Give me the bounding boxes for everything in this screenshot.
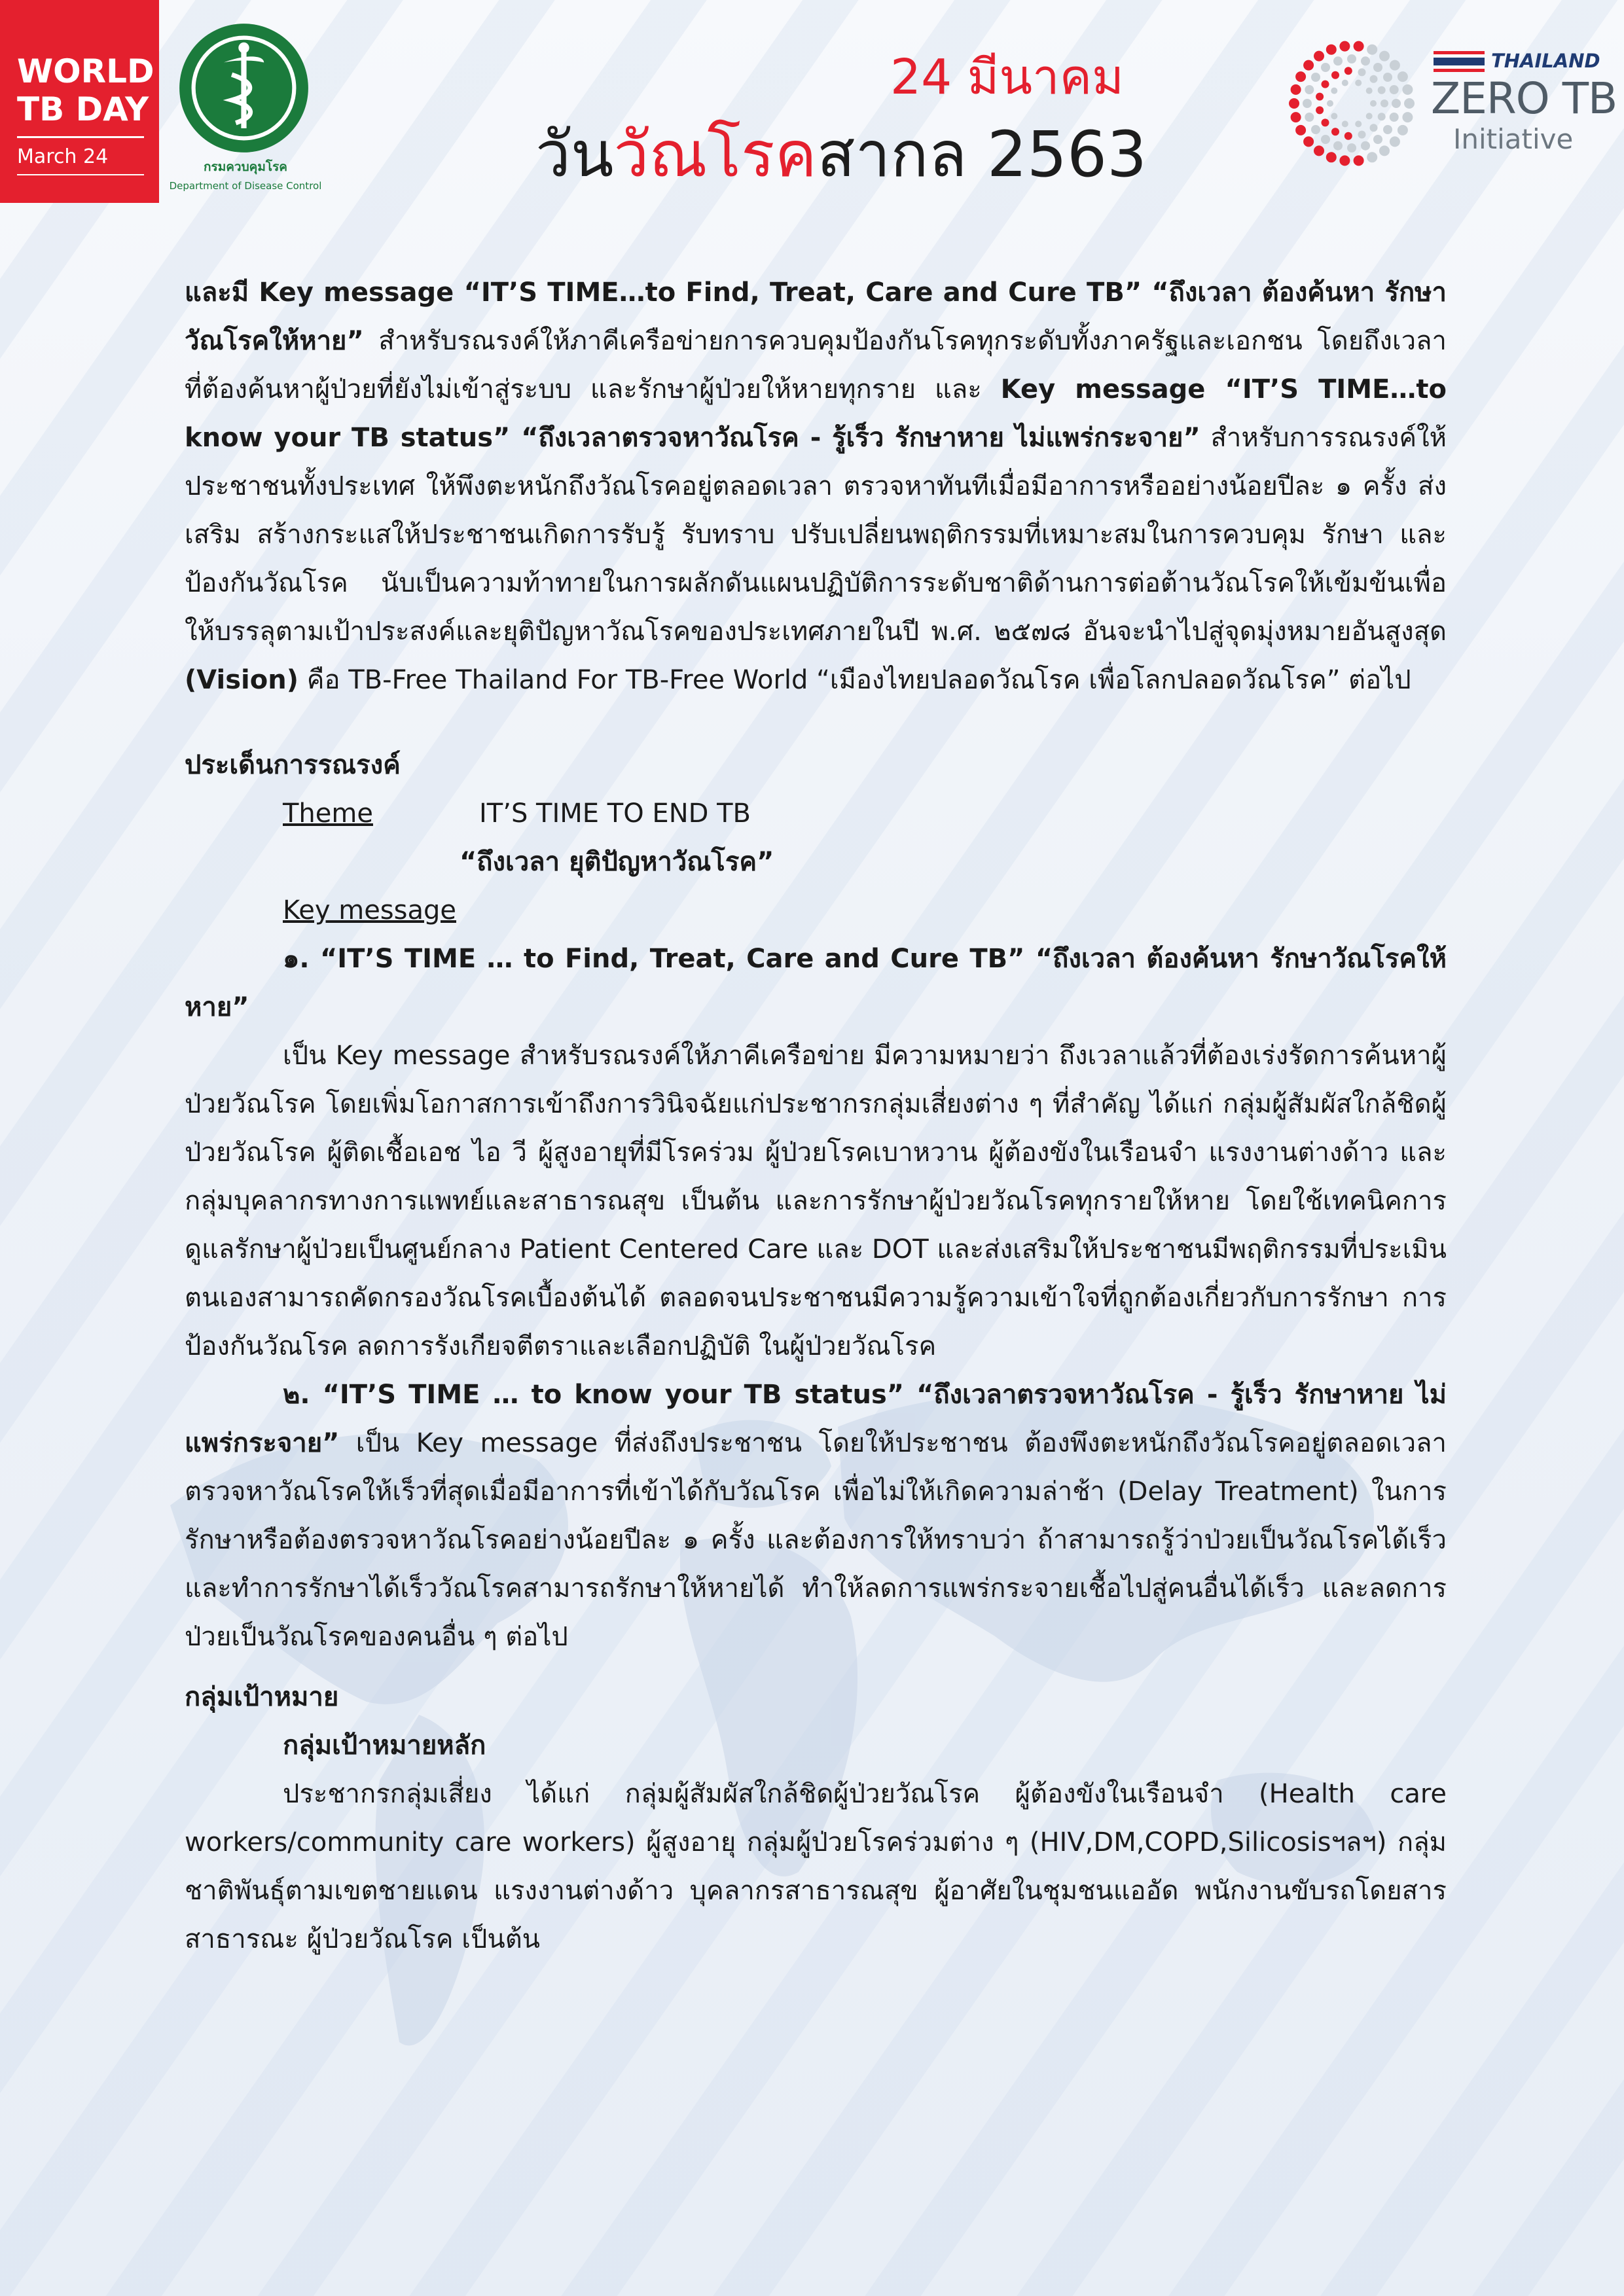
world-tb-day-badge (0, 0, 159, 203)
logo-dot (1314, 51, 1324, 62)
logo-dot (1291, 112, 1301, 122)
logo-dot (1289, 98, 1299, 109)
header-date: 24 มีนาคม (890, 49, 1124, 105)
logo-dot (1322, 118, 1329, 126)
logo-dot (1367, 45, 1377, 55)
intro-text-1: สำหรับรณรงค์ให้ภาคีเครือข่ายการควบคุมป้องกันโรคทุกระดับทั้งภาครัฐและเอกชน โดยถึงเวลาที่ต้องค้นหาผู้ป่วยที่ยังไม่เข้าสู่ระบบ และรักษาผู้ป่วยให้หายทุกราย และ (185, 326, 1447, 404)
moph-caduceus-seal-icon (177, 21, 311, 155)
theme-thai: “ถึงเวลา ยุติปัญหาวัณโรค” (460, 847, 774, 877)
logo-dot (1355, 80, 1362, 86)
logo-dot (1347, 143, 1356, 152)
logo-dot (1303, 136, 1314, 147)
campaign-heading: ประเด็นการรณรงค์ (185, 750, 401, 780)
key-message-2-paragraph (185, 1371, 1447, 1661)
logo-dot (1361, 141, 1370, 151)
logo-dot (1344, 67, 1352, 75)
theme-row (283, 789, 1447, 838)
logo-dot (1305, 85, 1314, 94)
logo-dot (1373, 135, 1382, 144)
logo-dot (1311, 125, 1320, 134)
key-message-1-title: ๑. “IT’S TIME … to Find, Treat, Care and Cure TB” “ถึงเวลา ต้องค้นหา รักษาวัณโรคให้หาย” (185, 944, 1447, 1022)
logo-dot (1378, 86, 1386, 94)
logo-dot (1383, 73, 1392, 82)
title-part-1: วัน (535, 118, 614, 191)
logo-dot (1355, 120, 1362, 127)
logo-dot (1326, 45, 1337, 55)
logo-dot (1361, 56, 1370, 65)
intro-text-2: สำหรับการรณรงค์ให้ประชาชนทั้งประเทศ ให้พึงตะหนักถึงวัณโรคอยู่ตลอดเวลา ตรวจหาทันทีเมื่อมีอาการหรืออย่างน้อยปีละ ๑ ครั้ง ส่งเสริม สร้างกระแสให้ประชาชนเกิดการรับรู้ รับทราบ ปรับเปลี่ยนพฤติกรรมที่เหมาะสมในการควบคุม รักษา และป้องกันวัณโรค นับเป็นความท้าทายในการผลักดันแผนปฏิบัติการระดับชาติด้านการต่อต้านวัณโรคให้เข้มข้นเพื่อให้บรรลุตามเป้าประสงค์และยุติปัญหาวัณโรคของประเทศภายในปี พ.ศ. ๒๕๗๘ อันจะนำไปสู่จุดมุ่งหมายอันสูงสุด (185, 423, 1447, 647)
title-part-2: วัณโรค (613, 118, 817, 191)
document-body (185, 268, 1447, 1964)
key-message-2-body: เป็น Key message ที่ส่งถึงประชาชน โดยให้ประชาชน ต้องพึงตะหนักถึงวัณโรคอยู่ตลอดเวลา ตรวจหาวัณโรคให้เร็วที่สุดเมื่อมีอาการที่เข้าได้กับวัณโรค เพื่อไม่ให้เกิดความล่าช้า (Delay Treatment) ในการรักษาหรือต้องตรวจหาวัณโรคอย่างน้อยปีละ ๑ ครั้ง และต้องการให้ทราบว่า ถ้าสามารถรู้ว่าป่วยเป็นวัณโรคได้เร็ว และทำการรักษาได้เร็ววัณโรคสามารถรักษาให้หายได้ ทำให้ลดการแพร่กระจายเชื้อไปสู่คนอื่นได้เร็ว และลดการป่วยเป็นวัณโรคของคนอื่น ๆ ต่อไป (185, 1428, 1447, 1652)
logo-dot (1311, 73, 1320, 82)
logo-dot (1322, 81, 1329, 88)
logo-dot (1402, 84, 1413, 95)
logo-dot (1316, 106, 1324, 114)
logo-dot (1303, 60, 1314, 71)
logo-dot (1331, 128, 1339, 135)
logo-dot (1378, 113, 1386, 120)
logo-dot (1367, 152, 1377, 162)
badge-divider (17, 136, 144, 138)
intro-vision: (Vision) (185, 665, 299, 695)
logo-dot (1373, 63, 1382, 72)
intro-key-message-2: Key message “IT’S TIME…to know your TB status” “ถึงเวลาตรวจหาวัณโรค - รู้เร็ว รักษาหาย ไม่แพร่กระจาย” (185, 374, 1447, 453)
target-sub-heading: กลุ่มเป้าหมายหลัก (283, 1731, 486, 1761)
zero-tb-country: THAILAND (1491, 50, 1600, 72)
logo-dot (1370, 100, 1377, 107)
logo-dot (1366, 88, 1373, 94)
key-message-2-title: ๒. “IT’S TIME … to know your TB status” “ถึงเวลาตรวจหาวัณโรค - รู้เร็ว รักษาหาย ไม่แพร่กระจาย” (185, 1380, 1447, 1458)
logo-dot (1379, 145, 1390, 156)
logo-dot (1366, 113, 1373, 119)
zero-tb-tagline: Initiative (1453, 123, 1574, 155)
logo-dot (1390, 136, 1400, 147)
moph-name-english: Department of Disease Control (169, 180, 322, 192)
logo-dot (1291, 84, 1301, 95)
logo-dot (1303, 99, 1312, 108)
logo-dot (1358, 68, 1366, 76)
intro-key-message-1: และมี Key message “IT’S TIME…to Find, Treat, Care and Cure TB” “ถึงเวลา ต้องค้นหา รักษาวัณโรคให้หาย” (185, 278, 1447, 356)
logo-dot (1358, 131, 1366, 139)
intro-text-3: คือ TB-Free Thailand For TB-Free World “เมืองไทยปลอดวัณโรค เพื่อโลกปลอดวัณโรค” ต่อไป (298, 665, 1411, 695)
intro-paragraph (185, 268, 1447, 704)
badge-divider-bottom (17, 174, 144, 175)
moph-name-thai: กรมควบคุมโรค (203, 160, 288, 174)
logo-dot (1333, 56, 1343, 65)
logo-dot (1316, 93, 1324, 101)
logo-dot (1342, 120, 1348, 127)
title-part-3: สากล 2563 (816, 118, 1147, 191)
logo-dot (1380, 99, 1388, 107)
theme-label: Theme (283, 798, 373, 829)
badge-date: March 24 (17, 145, 109, 168)
logo-dot (1390, 113, 1399, 122)
logo-dot (1354, 41, 1364, 52)
theme-english: IT’S TIME TO END TB (479, 798, 751, 829)
page-title (535, 105, 1147, 204)
logo-dot (1370, 75, 1378, 83)
logo-dot (1390, 60, 1400, 71)
logo-dot (1383, 125, 1392, 134)
logo-dot (1295, 71, 1306, 82)
logo-dot (1344, 132, 1352, 140)
logo-dot (1347, 54, 1356, 63)
target-body: ประชากรกลุ่มเสี่ยง ได้แก่ กลุ่มผู้สัมผัสใกล้ชิดผู้ป่วยวัณโรค ผู้ต้องขังในเรือนจำ (Health care workers/community care workers) ผู้สูงอายุ กลุ่มผู้ป่วยโรคร่วมต่าง ๆ (HIV,DM,COPD,Silicosisฯลฯ) กลุ่มชาติพันธุ์ตามเขตชายแดน แรงงานต่างด้าว บุคลากรสาธารณสุข ผู้อาศัยในชุมชนแออัด พนักงานขับรถโดยสารสาธารณะ ผู้ป่วยวัณโรค เป็นต้น (185, 1779, 1447, 1954)
zero-tb-brand: ZERO TB (1431, 73, 1617, 124)
badge-line-world: WORLD (17, 52, 154, 90)
thai-flag-icon (1434, 51, 1485, 72)
logo-dot (1321, 135, 1330, 144)
logo-dot (1305, 113, 1314, 122)
logo-dot (1326, 152, 1337, 162)
target-heading: กลุ่มเป้าหมาย (185, 1682, 339, 1712)
logo-dot (1295, 125, 1306, 135)
logo-dot (1331, 88, 1337, 94)
logo-dot (1321, 63, 1330, 72)
logo-dot (1342, 80, 1348, 86)
logo-dot (1314, 145, 1324, 156)
logo-dot (1354, 155, 1364, 166)
logo-dot (1398, 125, 1408, 135)
logo-dot (1379, 51, 1390, 62)
zero-tb-dotted-circle-icon (1286, 38, 1417, 169)
logo-dot (1339, 41, 1350, 52)
logo-dot (1390, 85, 1399, 94)
logo-dot (1331, 71, 1339, 79)
logo-dot (1392, 99, 1401, 108)
logo-dot (1327, 100, 1333, 107)
key-message-1-body: เป็น Key message สำหรับรณรงค์ให้ภาคีเครือข่าย มีความหมายว่า ถึงเวลาแล้วที่ต้องเร่งรัดการค้นหาผู้ป่วยวัณโรค โดยเพิ่มโอกาสการเข้าถึงการวินิจฉัยแก่ประชากรกลุ่มเสี่ยงต่าง ๆ ที่สำคัญ ได้แก่ กลุ่มผู้สัมผัสใกล้ชิดผู้ป่วยวัณโรค ผู้ติดเชื้อเอช ไอ วี ผู้สูงอายุที่มีโรคร่วม ผู้ป่วยโรคเบาหวาน ผู้ต้องขังในเรือนจำ แรงงานต่างด้าว และกลุ่มบุคลากรทางการแพทย์และสาธารณสุข เป็นต้น และการรักษาผู้ป่วยวัณโรคทุกรายให้หาย โดยใช้เทคนิคการดูแลรักษาผู้ป่วยเป็นศูนย์กลาง Patient Centered Care และ DOT และส่งเสริมให้ประชาชนมีพฤติกรรมที่ประเมินตนเองสามารถคัดกรองวัณโรคเบื้องต้นได้ ตลอดจนประชาชนมีความรู้ความเข้าใจที่ถูกต้องเกี่ยวกับการรักษา การป้องกันวัณโรค ลดการรังเกียจตีตราและเลือกปฏิบัติ ในผู้ป่วยวัณโรค (185, 1041, 1447, 1361)
logo-dot (1339, 155, 1350, 166)
logo-dot (1402, 112, 1413, 122)
logo-dot (1370, 124, 1378, 132)
logo-dot (1404, 98, 1415, 109)
logo-dot (1398, 71, 1408, 82)
badge-line-tb-day: TB DAY (17, 90, 149, 128)
logo-dot (1331, 113, 1337, 119)
logo-dot (1333, 141, 1343, 151)
key-message-label: Key message (283, 895, 456, 925)
